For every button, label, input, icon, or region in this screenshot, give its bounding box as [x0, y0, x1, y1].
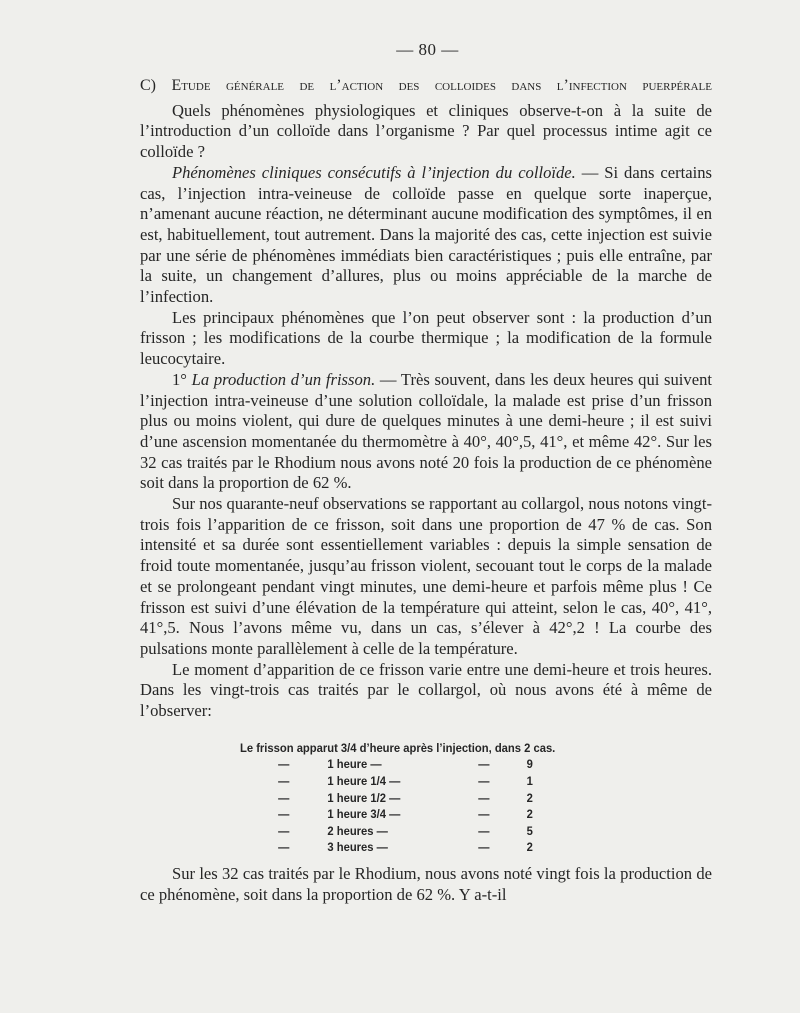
frisson-timing-table	[240, 740, 608, 856]
table-cell-dash: —	[278, 757, 290, 772]
table-cell-dash: —	[278, 840, 290, 855]
table-cell-count: 2	[526, 790, 533, 805]
table-cell-time: 1 heure —	[327, 757, 382, 772]
table-cell-dash: —	[478, 823, 490, 838]
table-cell-time: 3 heures —	[327, 840, 388, 855]
table-cell-dash: —	[278, 773, 290, 788]
paragraph-4	[140, 370, 712, 494]
paragraph-6: Le moment d’apparition de ce frisson varie entre une demi-heure et trois heures. Dans les vingt-trois cas traités par le collargol, où nous avons été à même de l’observer:	[140, 659, 712, 721]
table-cell-count: 2	[526, 807, 533, 822]
paragraph-5: Sur nos quarante-neuf observations se rapportant au collargol, nous notons vingt-trois fois l’apparition de ce frisson, soit dans une proportion de 47 % de cas. Son intensité et sa durée sont essentiellement variables : depuis la simple sensation de froid toute momentanée, jusqu’au frisson violent, secouant tout le corps de la malade et se prolongeant pendant vingt minutes, une demi-heure et parfois même plus ! Ce frisson est suivi d’une élévation de la température qui atteint, selon le cas, 40°, 41°, 41°,5. Nous l’avons même vu, dans un cas, s’élever à 42°,2 ! La courbe des pulsations monte parallèlement à celle de la température.	[140, 494, 712, 658]
paragraph-2-title: Phénomènes cliniques consécutifs à l’injection du colloïde.	[172, 162, 576, 182]
table-row	[240, 756, 608, 773]
paragraph-4-body: — Très souvent, dans les deux heures qui suivent l’injection intra-veineuse d’une solution colloïdale, la malade est prise d’un frisson plus ou moins violent, qui dure de quelques minutes à une demi-heure ; il est suivi d’une ascension momentanée du thermomètre à 40°, 40°,5, 41°, et même 42°. Sur les 32 cas traités par le Rhodium nous avons noté 20 fois la production de ce phénomène soit dans la proportion de 62 %.	[140, 369, 712, 493]
table-cell-count: 1	[526, 773, 533, 788]
table-cell-count: 9	[526, 757, 533, 772]
table-cell-count: 5	[526, 823, 533, 838]
table-cell-dash: —	[278, 823, 290, 838]
page-number: — 80 —	[396, 40, 459, 59]
table-cell-time: 2 heures —	[327, 823, 388, 838]
table-cell-dash: —	[478, 807, 490, 822]
paragraph-1: Quels phénomènes physiologiques et cliniques observe-t-on à la suite de l’introduction d’un colloïde dans l’organisme ? Par quel processus intime agit ce colloïde ?	[140, 100, 712, 162]
paragraph-2-body: — Si dans certains cas, l’injection intra-veineuse de colloïde passe en quelque sorte inaperçue, n’amenant aucune réaction, ne déterminant aucune modification des symptômes, il en est, habituellement, tout autrement. Dans la majorité des cas, cette injection est suivie par une série de phénomènes immédiats bien caractéristiques ; puis elle entraîne, par la suite, un changement d’allures, plus ou moins appréciable de la marche de l’infection.	[140, 162, 712, 307]
table-row	[240, 839, 608, 856]
paragraph-3: Les principaux phénomènes que l’on peut observer sont : la production d’un frisson ; les modifications de la courbe thermique ; la modification de la formule leucocytaire.	[140, 307, 712, 369]
table-cell-time: 1 heure 3/4 —	[327, 807, 401, 822]
table-cell-dash: —	[478, 790, 490, 805]
table-cell-time: 1 heure 1/4 —	[327, 773, 401, 788]
table-cell-dash: —	[478, 773, 490, 788]
section-heading: C) Etude générale de l’action des colloides dans l’infection puerpérale	[140, 77, 712, 94]
table-cell-count: 2	[526, 840, 533, 855]
body-text	[140, 76, 712, 905]
table-cell-dash: —	[278, 807, 290, 822]
table-row	[240, 773, 608, 790]
paragraph-7: Sur les 32 cas traités par le Rhodium, nous avons noté vingt fois la production de ce phénomène, soit dans la proportion de 62 %. Y a-t-il	[140, 863, 712, 904]
table-row	[240, 823, 608, 840]
table-cell-time: 1 heure 1/2 —	[327, 790, 401, 805]
paragraph-4-number: 1°	[172, 369, 187, 389]
table-cell-dash: —	[278, 790, 290, 805]
paragraph-4-title: La production d’un frisson.	[191, 369, 376, 389]
paragraph-2	[140, 163, 712, 308]
table-cell-dash: —	[478, 757, 490, 772]
table-cell-dash: —	[478, 840, 490, 855]
table-intro: Le frisson apparut 3/4 d’heure après l’injection, dans 2 cas.	[240, 740, 556, 755]
table-row	[240, 790, 608, 807]
table-row	[240, 806, 608, 823]
